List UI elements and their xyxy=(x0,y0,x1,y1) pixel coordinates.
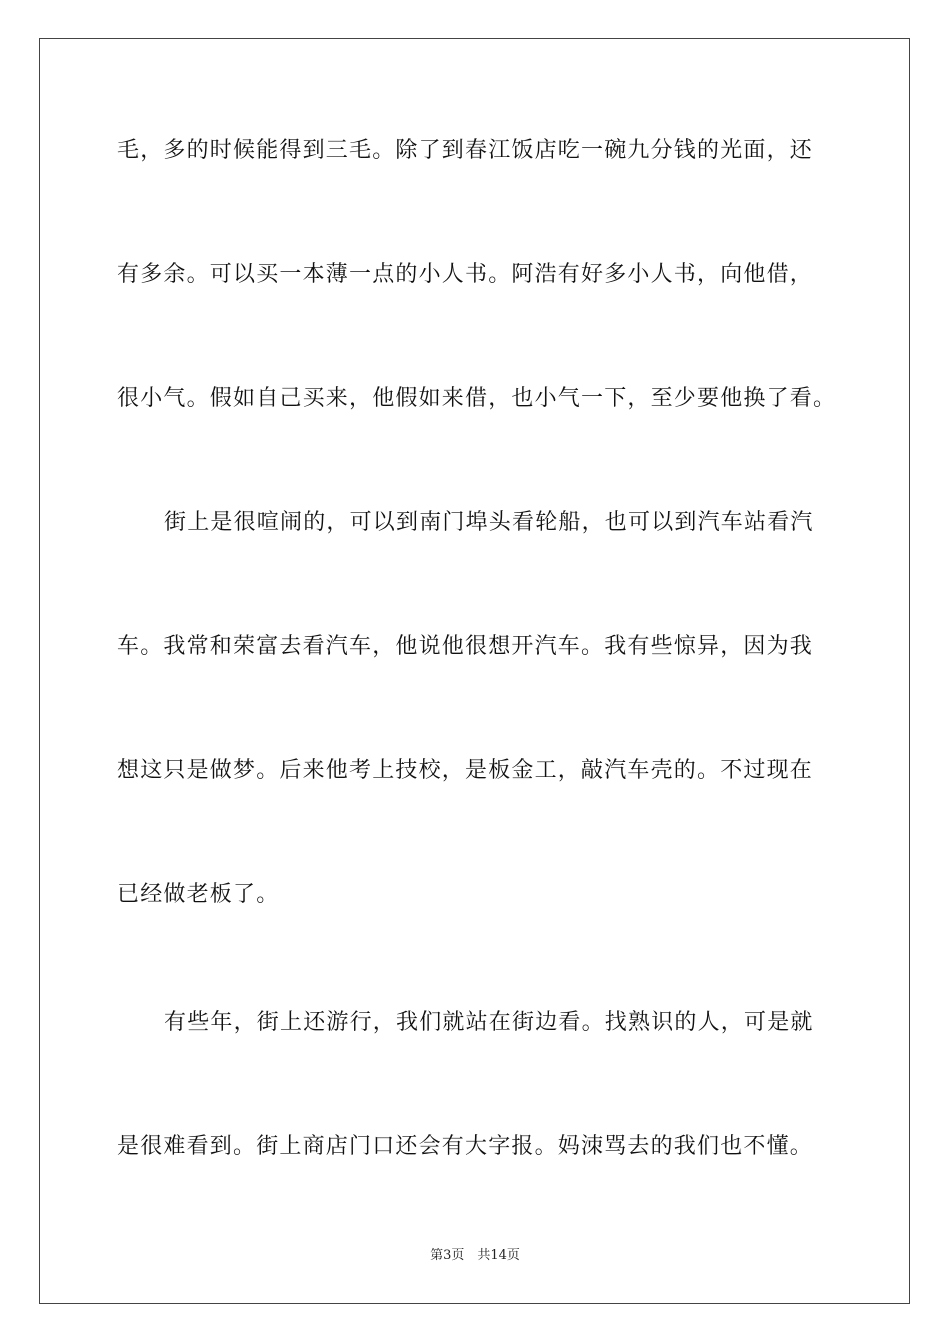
text-line-4: 街上是很喧闹的，可以到南门埠头看轮船，也可以到汽车站看汽 xyxy=(164,510,814,535)
text-line-5: 车。我常和荣富去看汽车，他说他很想开汽车。我有些惊异，因为我 xyxy=(117,634,814,659)
text-line-2: 有多余。可以买一本薄一点的小人书。阿浩有好多小人书，向他借， xyxy=(117,262,814,287)
text-line-1: 毛，多的时候能得到三毛。除了到春江饭店吃一碗九分钱的光面，还 xyxy=(117,138,814,163)
text-line-3: 很小气。假如自己买来，他假如来借，也小气一下，至少要他换了看。 xyxy=(117,386,837,411)
text-line-8: 有些年，街上还游行，我们就站在街边看。找熟识的人，可是就 xyxy=(164,1010,814,1035)
page-border xyxy=(39,38,910,1304)
page-footer: 第3页 共14页 xyxy=(430,1248,520,1263)
text-line-7: 已经做老板了。 xyxy=(117,882,280,907)
text-line-6: 想这只是做梦。后来他考上技校，是板金工，敲汽车壳的。不过现在 xyxy=(117,758,814,783)
text-line-9: 是很难看到。街上商店门口还会有大字报。妈洓骂去的我们也不懂。 xyxy=(117,1134,814,1159)
